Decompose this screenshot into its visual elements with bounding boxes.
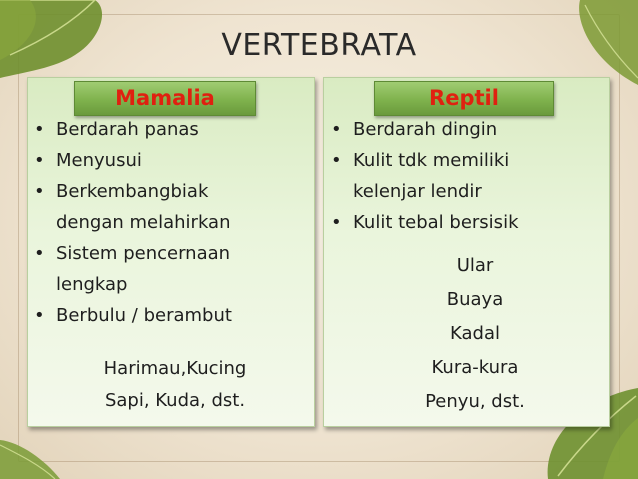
mamalia-item: • Berkembangbiak dengan melahirkan (30, 176, 281, 238)
mamalia-header: Mamalia (74, 81, 256, 116)
mamalia-list (30, 114, 310, 331)
reptil-examples (360, 249, 590, 419)
reptil-item: • Kulit tdk memiliki kelenjar lendir (327, 145, 563, 207)
reptil-example: Ular (456, 255, 494, 276)
leaf-bottom-left-icon (0, 430, 70, 479)
mamalia-example: Harimau,Kucing (103, 358, 247, 379)
reptil-example: Penyu, dst. (425, 391, 525, 412)
reptil-list (327, 114, 607, 238)
mamalia-item: • Sistem pencernaan lengkap (30, 238, 291, 300)
mamalia-item: • Menyusui (30, 145, 310, 176)
reptil-example: Kadal (450, 323, 500, 344)
mamalia-item: • Berdarah panas (30, 114, 310, 145)
reptil-item: • Kulit tebal bersisik (327, 207, 607, 238)
reptil-example: Kura-kura (431, 357, 519, 378)
reptil-item: • Berdarah dingin (327, 114, 607, 145)
reptil-example: Buaya (446, 289, 504, 310)
slide-title: VERTEBRATA (221, 28, 417, 63)
mamalia-example: Sapi, Kuda, dst. (104, 390, 246, 411)
mamalia-examples (60, 353, 290, 417)
reptil-header: Reptil (374, 81, 554, 116)
mamalia-item: • Berbulu / berambut (30, 300, 310, 331)
